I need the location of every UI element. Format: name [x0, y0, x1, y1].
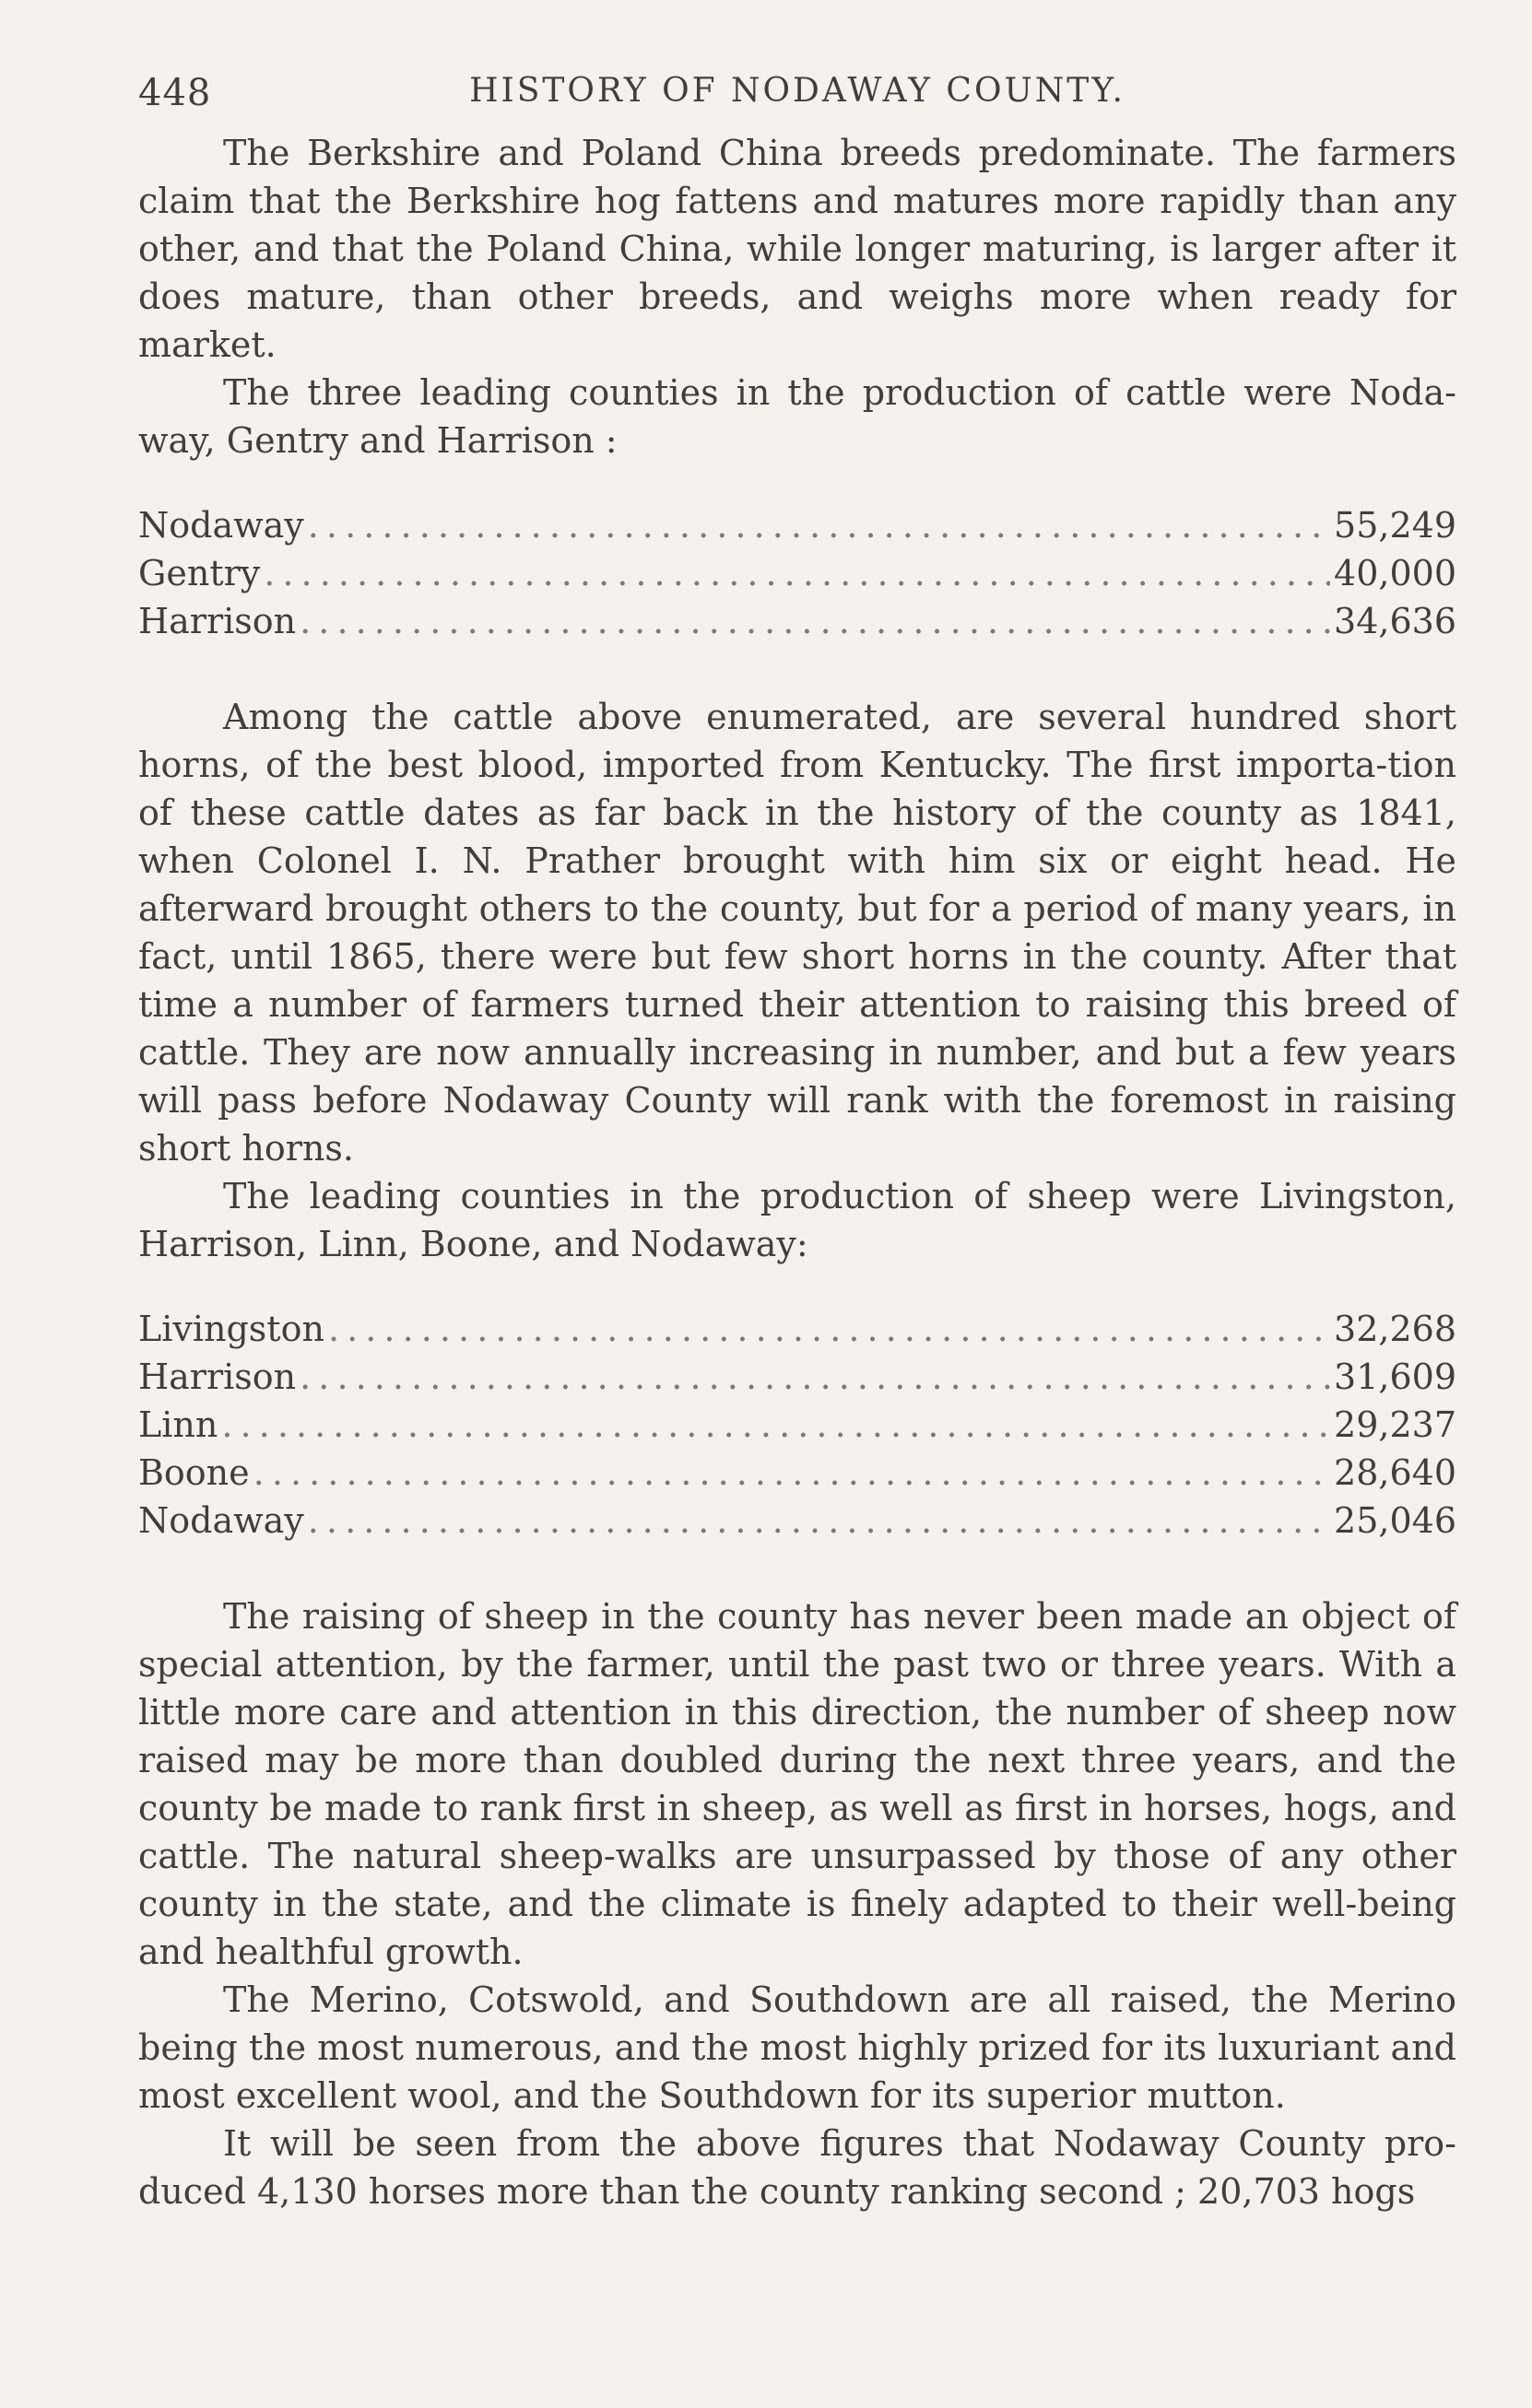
table-row [138, 501, 1456, 549]
table-row [138, 1305, 1456, 1353]
county-count: 32,268 [1334, 1309, 1456, 1349]
county-name: Gentry [138, 553, 261, 593]
table-row [138, 1449, 1456, 1497]
county-count: 55,249 [1334, 505, 1456, 546]
county-name: Livingston [138, 1309, 324, 1349]
county-count: 31,609 [1334, 1357, 1456, 1397]
table-row [138, 1401, 1456, 1449]
paragraph-sheep-intro: The leading counties in the production of sheep were Livingston, Harrison, Linn, Boone, and Nodaway: [138, 1176, 1456, 1264]
county-name: Harrison [138, 1357, 297, 1397]
table-row [138, 549, 1456, 597]
book-page [138, 55, 1456, 2215]
dot-leader [221, 1401, 1330, 1449]
page-number: 448 [138, 72, 212, 114]
dot-leader [300, 1353, 1330, 1401]
cattle-table [138, 501, 1456, 645]
county-count: 28,640 [1334, 1452, 1456, 1493]
dot-leader [328, 1305, 1330, 1353]
dot-leader [264, 549, 1330, 597]
sheep-table [138, 1305, 1456, 1545]
page-header [138, 55, 1456, 129]
county-name: Nodaway [138, 505, 304, 546]
paragraph-sheep-breeds: The Merino, Cotswold, and Southdown are all raised, the Merino being the most numerous, and the most highly prized for its luxuriant and most excellent wool, and the Southdown for its superior mutton. [138, 1979, 1456, 2116]
county-name: Harrison [138, 601, 297, 641]
table-row [138, 597, 1456, 645]
county-name: Linn [138, 1404, 218, 1445]
county-name: Boone [138, 1452, 250, 1493]
paragraph-short-horns: Among the cattle above enumerated, are several hundred short horns, of the best blood, imported from Kentucky. The first importa-tion of these cattle dates as far back in the history of the county as 1841, when Colonel I. N. Prather brought with him six or eight head. He afterward brought others to the county, but for a period of many years, in fact, until 1865, there were but few short horns in the county. After that time a number of farmers turned their attention to raising this breed of cattle. They are now annually increasing in number, and but a few years will pass before Nodaway County will rank with the foremost in raising short horns. [138, 697, 1456, 1169]
paragraph-figures: It will be seen from the above figures that Nodaway County pro-duced 4,130 horses more than the county ranking second ; 20,703 hogs [138, 2123, 1456, 2212]
dot-leader [300, 597, 1330, 645]
paragraph-breeds: The Berkshire and Poland China breeds predominate. The farmers claim that the Berkshire hog fattens and matures more rapidly than any other, and that the Poland China, while longer maturing, is larger after it does mature, than other breeds, and weighs more when ready for market. [138, 133, 1456, 365]
table-row [138, 1497, 1456, 1545]
county-count: 29,237 [1334, 1404, 1456, 1445]
paragraph-sheep-raising: The raising of sheep in the county has never been made an object of special attention, by the farmer, until the past two or three years. With a little more care and attention in this direction, the number of sheep now raised may be more than doubled during the next three years, and the county be made to rank first in sheep, as well as first in horses, hogs, and cattle. The natural sheep-walks are unsurpassed by those of any other county in the state, and the climate is finely adapted to their well-being and healthful growth. [138, 1596, 1456, 1972]
dot-leader [308, 501, 1330, 549]
running-title: HISTORY OF NODAWAY COUNTY. [469, 72, 1125, 110]
county-count: 40,000 [1334, 553, 1456, 593]
table-row [138, 1353, 1456, 1401]
county-name: Nodaway [138, 1500, 304, 1541]
dot-leader [308, 1497, 1330, 1545]
county-count: 25,046 [1334, 1500, 1456, 1541]
paragraph-cattle-intro: The three leading counties in the production of cattle were Noda-way, Gentry and Harrison : [138, 372, 1456, 461]
county-count: 34,636 [1334, 601, 1456, 641]
dot-leader [253, 1449, 1330, 1497]
